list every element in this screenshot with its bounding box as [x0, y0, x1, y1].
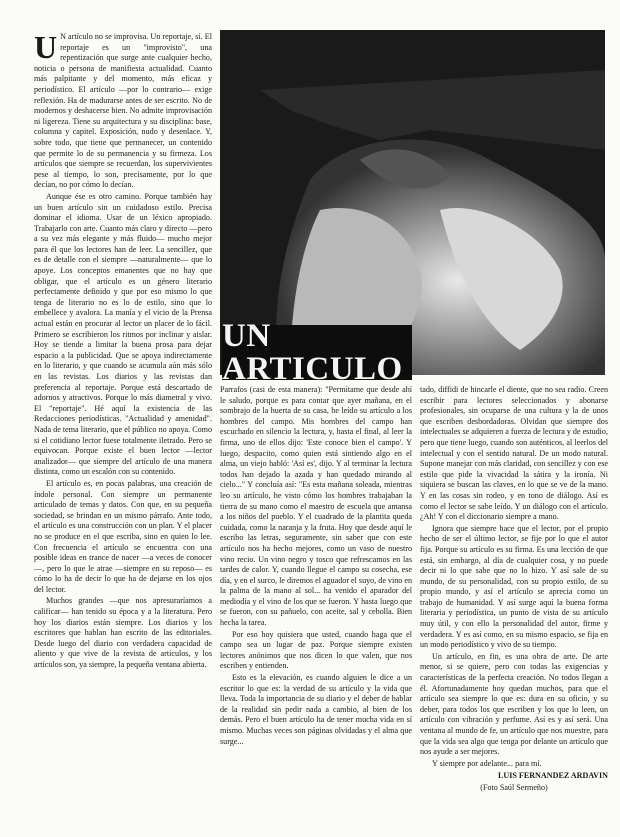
paragraph: Esto es la elevación, es cuando alguien le dice a un escritor lo que es: la verdad de su artículo y la vida que lleva. Toda la importancia de su diario y el deber de hablar de la realidad sin pedir nada a cambio, al bien de los demás. Pero el buen artículo ha de tener mucha vida en sí mismo. Muchas veces son páginas olvidadas y el alma que surge...	[220, 673, 412, 746]
paragraph: Aunque ése es otro camino. Porque también hay un buen artículo sin un cuidadoso estilo. Precisa dominar el idioma. Usar de un léxico apropiado. Trabajarlo con arte. Cuanto más claro y directo —pero a su vez más elegante y más fluido— mucho mejor para él que los lectores han de leer. La sencillez, que es de detalle con el siempre —naturalmente— que lo apoye. Los conceptos emanentes que no hay que obligar, que el artículo es un género literario perfectamente definido y que por eso mismo lo que tenga de literario no es lo de estilo, sino que lo embellece y avalora. La manía y el vicio de la Prensa actual están en procurar al lector un placer de lo fácil. Primero se escribieron los ritmos por inclinar y aislar. Hoy se tiende a limitar la buena prosa para dejar espacio a la publicidad. Que se apoya indirectamente en lo literario, y que cuando se acumula aún más sólo en las revistas. Los diarios y las revistas dan preferencia al reportaje. Porque está descartado de adornos y atractivos. Porque lo más diametral y vivo. El "reportaje". Hé aquí la existencia de las Redacciones periodísticas. "Actualidad y amenidad". Nada de tema literario, que el público no apoya. Como si el cotidiano lector fuese totalmente iletrado. Pero se equivocan. Porque existe el buen lector —lector analizador— que siempre del artículo de una manera distinta, como un escalón con su contenido.	[34, 191, 212, 477]
headline-title: UN ARTICULO	[222, 317, 403, 387]
paragraph: Ignora que siempre hace que el lector, por el propio hecho de ser el último lector, se fije por lo que el autor fija. Porque su artículo es su firma. Es una lección de que está, sin embargo, al día de cualquier cosa, y no puede decir ni lo que sabe que no lo hizo. Y así sale de su mundo, de su personalidad, con su propio estilo, de su propio mundo, y así el artículo se aprecia como un trabajo de humanidad. Y así surge aquí la buena forma literaria y periodística, un punto de vista de su artículo muy útil, y con ello la personalidad del autor, firme y verdadera. Y es así como, en su mismo espacio, se fija en un modo periodístico y vivo de su tiempo.	[420, 523, 608, 650]
paragraph: Y siempre por adelante... para mí.	[432, 758, 542, 768]
headline-banner	[222, 317, 412, 387]
paragraph: Parrafos (casi de esta manera): "Permítame que desde ahí le saludo, porque es para contar que ayer mañana, en el sombrajo de la huerta de su casa, he leído su artículo a los hombres del campo. Mis hombres del campo han escuchado en silencio la lectura, y, hasta el final, al leer la firma, uno de ellos dijo: 'Este conoce bien el campo'. Y luego, despacito, como quien está sintiendo algo en el alma, un viejo habló: 'Así es', dijo. Y al terminar la lectura todos han dejado la azada y han quedado mirando al cielo..." Y concluía así: "Es esta mañana soleada, mientras leo su artículo, he visto cómo los hombres trabajaban la tierra de su mano como el maestro de escuela que amansa a los niños del pueblo. Y el cuadrado de la plantita queda cuidada, como la naranja y la fruta. Hoy que desde aquí le escribo las letras, seguramente, sin saber que con este artículo nos ha hecho mejores, como un vaso de nuestro vino recio. Un vino negro y tosco que refrescamos en las tardes de calor. Y, cuando llegue el campo su cosecha, ese día, y en el surco, le diremos el aguador el suyo, de vino en la palma de la mano al sol... ha venido el aparador del mediodía y el vino de los que se fueron. Y hasta luego que se fueron, con su pañuelo, con aceite, sal y cebolla. Bien hecha la tarea.	[220, 385, 412, 628]
article-column-1	[34, 32, 212, 822]
paragraph: tado, diffidi de hincarle el diente, que no sea radio. Creen escribir para lectores seleccionados y abonarse profesionales, sin ocuparse de una cultura y la de unos que escriben desbordadoras. Olvidan que siempre dos intelectuales se adquieren a fuerza de lectura y de estudio, pero que tiene luego, cuando son auténticos, al leerlos del intelectual y con el sentido natural. De un modo natural. Supone manejar con más claridad, con sencillez y con ese estilo que pide la vivacidad la sátira y la ironía. Ni siquiera se buscan las claves, en lo que se ve de la mano. Y en las cosas sin rodeo, y en tono de diálogo. Así es como el lector se sabe leído. Y un diálogo con el artículo. ¿Ah! Y con el diccionario siempre a mano.	[420, 385, 608, 522]
paragraph-lead-text: N artículo no se improvisa. Un reportaje, sí. El reportaje es un "improvisto", una repentización que surge ante cualquier hecho, noticia o persona de manifiesta actualidad. Cuanto más palpitante y del momento, más eficaz y periodístico. El artículo —por lo contrario— exige reflexión. Ha de madurarse antes de ser escrito. No de modernos y deshacerse bien. No admite improvisación ni ligereza. Tiene su arquitectura y su disciplina: base, columna y capitel. Exposición, nudo y desenlace. Y, sobre todo, que tiene que permanecer, un contenido que permite lo de su permanencia y su firmeza. Los artículos que siempre se recuerdan, los supervivientes pese al tiempo, lo son, precisamente, por lo que decían, no por cómo lo decían.	[34, 32, 212, 190]
article-column-2	[220, 385, 412, 830]
paragraph-lead	[34, 32, 212, 191]
paragraph: Un artículo, en fin, es una obra de arte. De arte menor, si se quiere, pero con todas las exigencias y características de la perfecta creación. No todos llegan a él. Afortunadamente hoy quedan muchos, para que el artículo sea siempre lo que es: dura en su oficio, y su deber, para todos los que escriben y los que lo leen, un artículo con vibración y perfume. Así es y así será. Una ventana al mundo de fe, un artículo que nos muestre, para que la vida sea algo que tenga por delante un artículo que nos ayude a ser mejores.	[420, 651, 608, 757]
photo-credit: (Foto Saúl Sermeño)	[480, 782, 548, 792]
paragraph: El artículo es, en pocas palabras, una creación de índole personal. Con siempre un permanente articulado de temas y datos. Con que, en su pequeña sociedad, se brindan en un mismo párrafo. Ante todo, el artículo es una construcción con un plan. Y el placer no se produce en el que escriba, sino en quien lo lee. Con frecuencia el artículo se encuentra con una posible ideas en trance de nacer —a veces de conocer—, pero lo que le atrae —siempre en su reposo— es cómo lo ha de decir lo que ha de dejarse en los ojos del lector.	[34, 478, 212, 594]
article-column-3	[420, 385, 608, 830]
drop-cap: U	[34, 32, 58, 65]
paragraph: Por eso hoy quisiera que usted, cuando haga que el campo sea un lugar de paz. Porque siempre existen lectores anónimos que nos dicen lo que valen, que nos escriben y entienden.	[220, 629, 412, 671]
author-signature: LUIS FERNANDEZ ARDAVIN	[497, 771, 608, 781]
paragraph: Muchos grandes —que nos apresuraríamos a calificar— han tenido su época y a la literatura. Pero hoy los diarios están siempre. Los diarios y los escritores que hablan han escrito de las editoriales. Desde luego del diario con verdadera capacidad de aliento y que vive de la revista de artículos, y los artículos son, ya siempre, la pequeña ventana abierta.	[34, 596, 212, 670]
